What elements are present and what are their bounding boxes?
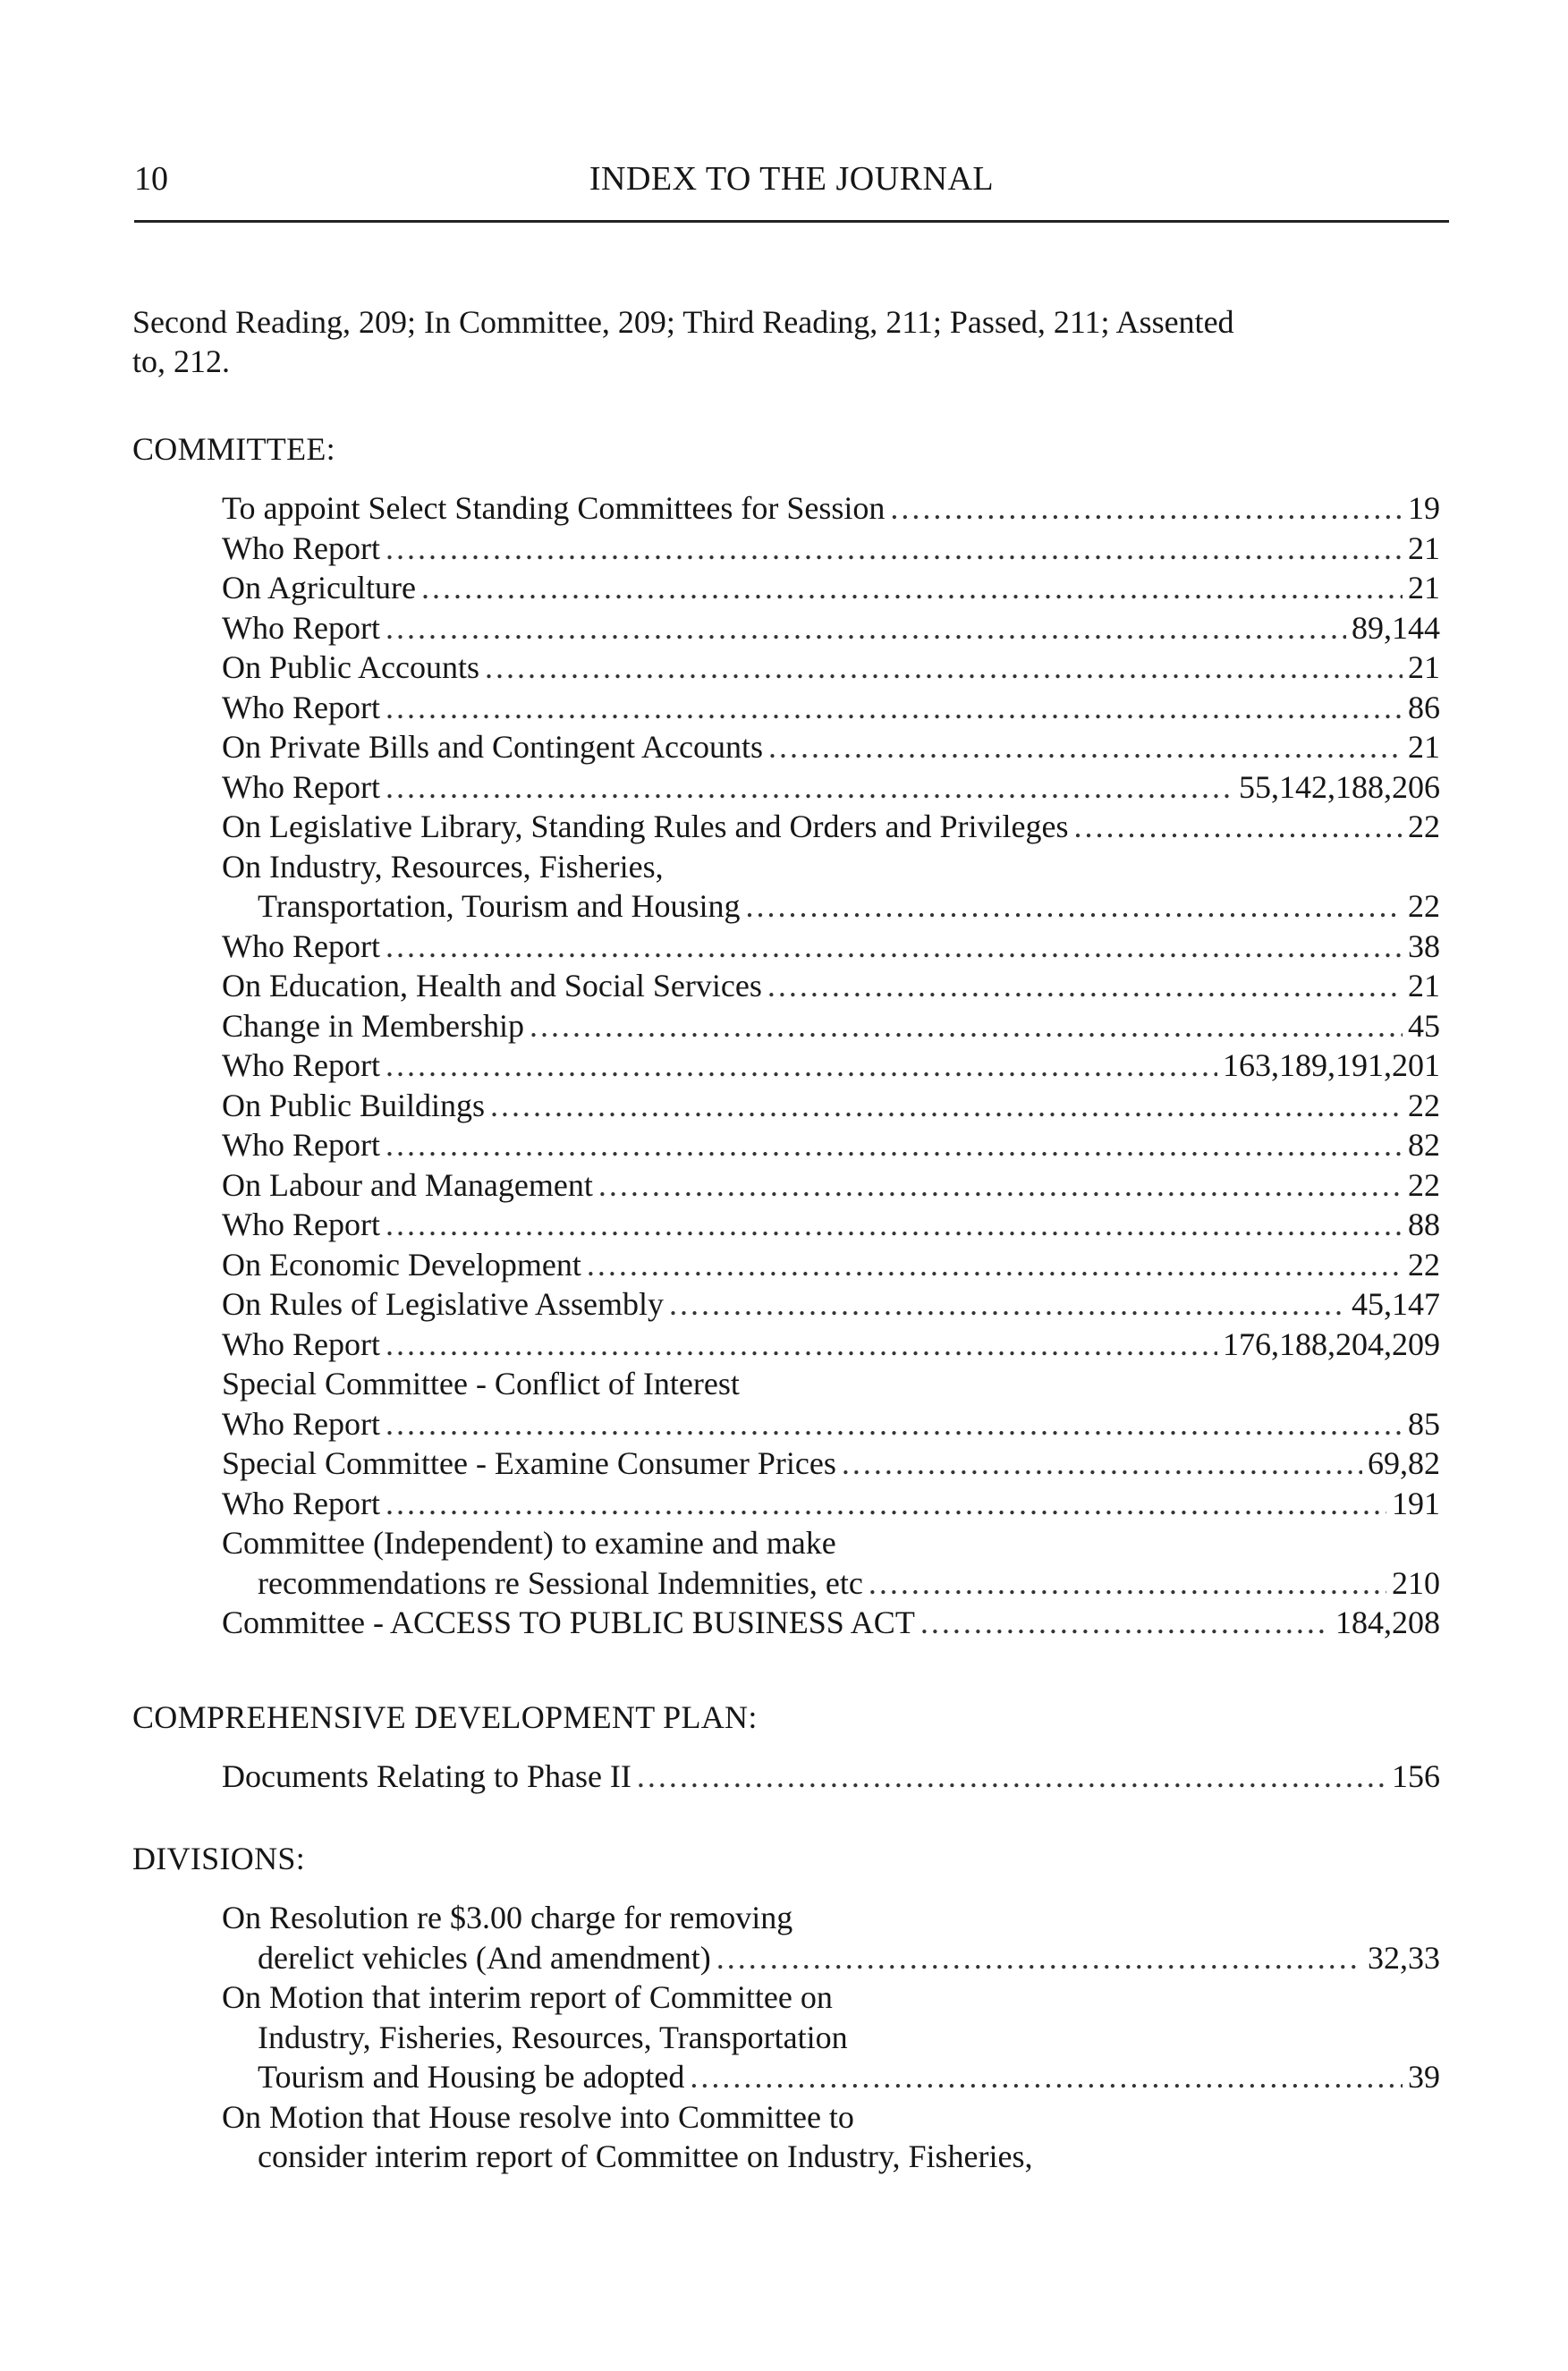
entry-pages: 38 xyxy=(1408,927,1440,964)
index-entry xyxy=(222,767,1456,808)
entry-label: On Private Bills and Contingent Accounts xyxy=(222,729,763,765)
entry-label: On Agriculture xyxy=(222,570,416,605)
entry-pages: 69,82 xyxy=(1368,1445,1440,1481)
index-entry xyxy=(222,1484,1456,1524)
entry-pages: 176,188,204,209 xyxy=(1223,1325,1440,1362)
entry-label: On Education, Health and Social Services xyxy=(222,968,762,1003)
entry-label: On Economic Development xyxy=(222,1246,581,1283)
index-entry xyxy=(222,1757,1456,1797)
dot-leader xyxy=(587,1245,1403,1285)
entry-label-line: On Resolution re $3.00 charge for removing xyxy=(222,1900,793,1935)
dot-leader xyxy=(890,488,1403,529)
entry-pages: 39 xyxy=(1408,2059,1440,2095)
page-header xyxy=(134,159,1449,213)
dot-leader xyxy=(716,1938,1362,1978)
entry-pages: 22 xyxy=(1408,1166,1440,1203)
dot-leader xyxy=(386,529,1403,569)
dot-leader xyxy=(386,767,1233,808)
dot-leader xyxy=(690,2057,1403,2097)
entry-label: Who Report xyxy=(222,1405,380,1442)
entry-label: On Public Accounts xyxy=(222,649,479,685)
index-entry xyxy=(222,648,1456,688)
entry-pages: 22 xyxy=(1408,1087,1440,1123)
index-entry xyxy=(222,2057,1456,2097)
entry-pages: 85 xyxy=(1408,1405,1440,1442)
entry-pages: 184,208 xyxy=(1335,1605,1440,1640)
text-line: Second Reading, 209; In Committee, 209; Third Reading, 211; Passed, 211; Assented xyxy=(132,304,1234,340)
entry-label: Who Report xyxy=(222,1485,380,1521)
entry-list xyxy=(132,1898,1456,2177)
index-entry xyxy=(222,807,1456,847)
index-entry xyxy=(222,688,1456,728)
dot-leader xyxy=(386,927,1403,967)
index-entry xyxy=(222,1046,1456,1086)
dot-leader xyxy=(669,1284,1346,1325)
entry-pages: 210 xyxy=(1392,1564,1440,1601)
entry-pages: 21 xyxy=(1408,968,1440,1003)
entry-label: On Labour and Management xyxy=(222,1166,593,1203)
dot-leader xyxy=(386,1125,1403,1165)
entry-pages: 22 xyxy=(1408,1246,1440,1283)
entry-label-line: Industry, Fisheries, Resources, Transportation xyxy=(258,2019,848,2055)
index-entry xyxy=(222,1006,1456,1046)
index-entry xyxy=(222,727,1456,767)
index-entry xyxy=(222,568,1456,608)
dot-leader xyxy=(485,648,1403,688)
section-divisions xyxy=(132,1839,1456,2177)
section-heading: COMPREHENSIVE DEVELOPMENT PLAN: xyxy=(132,1699,758,1735)
index-entry xyxy=(222,1563,1456,1604)
page-number: 10 xyxy=(134,160,168,198)
index-entry xyxy=(222,1165,1456,1206)
entry-label-line: Special Committee - Conflict of Interest xyxy=(222,1366,740,1401)
entry-pages: 22 xyxy=(1408,888,1440,924)
entry-label-line: consider interim report of Committee on Industry, Fisheries, xyxy=(258,2138,1033,2174)
dot-leader xyxy=(386,1404,1403,1444)
entry-label: Committee - ACCESS TO PUBLIC BUSINESS ACT xyxy=(222,1605,915,1640)
index-entry xyxy=(222,1603,1456,1643)
entry-label: On Public Buildings xyxy=(222,1087,486,1123)
entry-label: recommendations re Sessional Indemnities, etc xyxy=(258,1564,863,1601)
entry-pages: 156 xyxy=(1392,1758,1440,1794)
index-entry xyxy=(222,966,1456,1006)
index-entry xyxy=(222,608,1456,648)
entry-pages: 55,142,188,206 xyxy=(1239,768,1440,805)
entry-pages: 82 xyxy=(1408,1127,1440,1163)
entry-pages: 21 xyxy=(1408,649,1440,685)
entry-list xyxy=(132,488,1456,1643)
entry-label: Who Report xyxy=(222,1047,380,1083)
dot-leader xyxy=(1073,807,1403,847)
entry-label: Who Report xyxy=(222,768,380,805)
entry-label: Documents Relating to Phase II xyxy=(222,1758,631,1794)
entry-pages: 89,144 xyxy=(1352,609,1440,646)
entry-pages: 45,147 xyxy=(1352,1286,1440,1322)
dot-leader xyxy=(920,1603,1330,1643)
entry-label: Who Report xyxy=(222,1207,380,1242)
index-entry xyxy=(222,927,1456,967)
dot-leader xyxy=(386,1484,1386,1524)
entry-label: Change in Membership xyxy=(222,1007,524,1044)
dot-leader xyxy=(386,608,1346,648)
entry-label: derelict vehicles (And amendment) xyxy=(258,1939,711,1976)
index-entry xyxy=(222,1938,1456,1978)
entry-label: Special Committee - Examine Consumer Prices xyxy=(222,1445,836,1481)
section-committee xyxy=(132,429,1456,1643)
entry-label-line: Committee (Independent) to examine and make xyxy=(222,1525,836,1561)
entry-pages: 45 xyxy=(1408,1007,1440,1044)
entry-label-line: On Motion that House resolve into Committee to xyxy=(222,2098,854,2135)
section-comprehensive-development-plan xyxy=(132,1698,1456,1797)
entry-list xyxy=(132,1757,1456,1797)
entry-label: Tourism and Housing be adopted xyxy=(258,2059,685,2095)
dot-leader xyxy=(421,568,1403,608)
index-entry xyxy=(222,1404,1456,1444)
entry-pages: 21 xyxy=(1408,729,1440,765)
entry-label: Who Report xyxy=(222,529,380,566)
entry-label: Who Report xyxy=(222,1325,380,1362)
section-heading: COMMITTEE: xyxy=(132,431,335,467)
continued-entry-text xyxy=(132,302,1456,381)
dot-leader xyxy=(598,1165,1403,1206)
dot-leader xyxy=(490,1086,1403,1126)
entry-pages: 86 xyxy=(1408,689,1440,725)
dot-leader xyxy=(767,966,1403,1006)
entry-pages: 22 xyxy=(1408,809,1440,844)
entry-pages: 21 xyxy=(1408,570,1440,605)
index-entry xyxy=(222,529,1456,569)
dot-leader xyxy=(869,1563,1386,1604)
dot-leader xyxy=(768,727,1403,767)
dot-leader xyxy=(842,1444,1362,1484)
dot-leader xyxy=(386,688,1403,728)
index-entry xyxy=(222,1284,1456,1325)
index-entry xyxy=(222,1245,1456,1285)
index-entry xyxy=(222,1125,1456,1165)
page-title: INDEX TO THE JOURNAL xyxy=(589,160,995,198)
entry-label: To appoint Select Standing Committees for Session xyxy=(222,490,886,526)
entry-label: On Rules of Legislative Assembly xyxy=(222,1286,664,1322)
text-line: to, 212. xyxy=(132,343,231,379)
dot-leader xyxy=(530,1006,1403,1046)
index-entry xyxy=(222,1205,1456,1245)
index-entry xyxy=(222,1325,1456,1365)
entry-label-line: On Motion that interim report of Committee on xyxy=(222,1979,833,2015)
entry-label: Who Report xyxy=(222,609,380,646)
entry-label: Who Report xyxy=(222,1127,380,1163)
index-entry xyxy=(222,1444,1456,1484)
entry-label: Who Report xyxy=(222,927,380,964)
index-entry xyxy=(222,488,1456,529)
dot-leader xyxy=(746,886,1403,927)
entry-pages: 163,189,191,201 xyxy=(1223,1047,1440,1083)
dot-leader xyxy=(386,1046,1217,1086)
entry-pages: 19 xyxy=(1408,490,1440,526)
index-entry xyxy=(222,1086,1456,1126)
entry-pages: 21 xyxy=(1408,529,1440,566)
entry-label: On Legislative Library, Standing Rules and Orders and Privileges xyxy=(222,809,1069,844)
dot-leader xyxy=(386,1205,1403,1245)
dot-leader xyxy=(386,1325,1217,1365)
entry-pages: 32,33 xyxy=(1368,1939,1440,1976)
entry-pages: 191 xyxy=(1392,1485,1440,1521)
section-heading: DIVISIONS: xyxy=(132,1841,306,1876)
entry-pages: 88 xyxy=(1408,1207,1440,1242)
header-rule xyxy=(134,220,1449,223)
dot-leader xyxy=(637,1757,1386,1797)
index-entry xyxy=(222,886,1456,927)
entry-label: Transportation, Tourism and Housing xyxy=(258,888,741,924)
entry-label: Who Report xyxy=(222,689,380,725)
entry-label-line: On Industry, Resources, Fisheries, xyxy=(222,848,664,885)
